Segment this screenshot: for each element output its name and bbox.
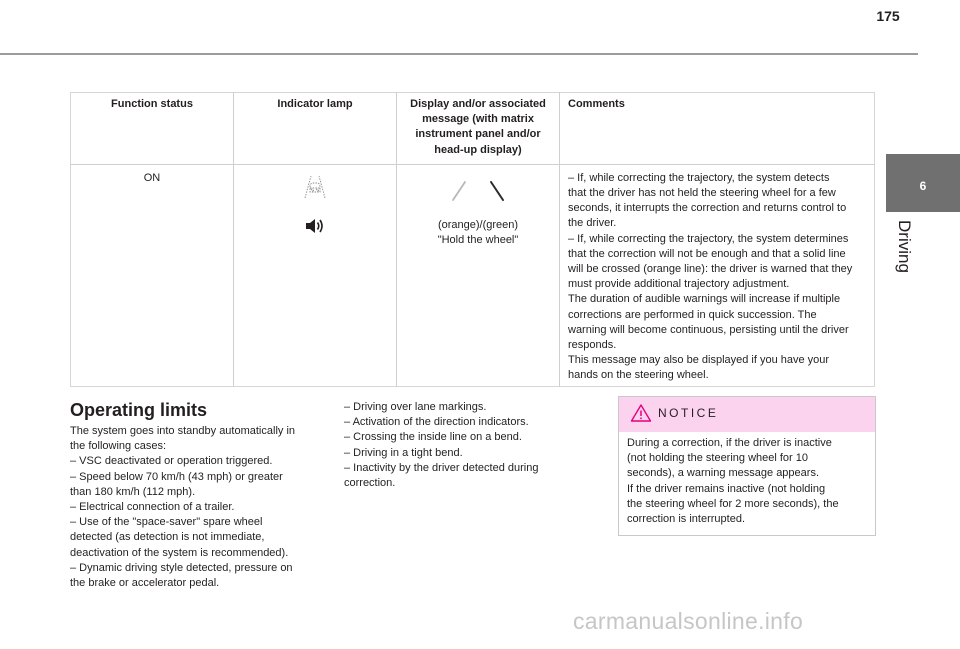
text-line: – Driving over lane markings. (344, 401, 487, 413)
operating-limits-column-1 (70, 424, 320, 591)
function-status-value: ON (143, 171, 161, 184)
header-comments: Comments (560, 93, 875, 165)
header-indicator-lamp: Indicator lamp (234, 93, 397, 165)
header-function-status: Function status (71, 93, 234, 165)
notice-line: (not holding the steering wheel for 10 (627, 452, 809, 465)
notice-header (619, 397, 875, 432)
comments-cell (560, 164, 875, 386)
page-number: 175 (876, 8, 900, 24)
comment-line: seconds, it interrupts the correction and returns control to (568, 202, 847, 215)
operating-limits-column-2 (344, 400, 584, 491)
comment-line: – If, while correcting the trajectory, the system determines (568, 232, 849, 245)
text-line: – VSC deactivated or operation triggered. (70, 455, 273, 468)
text-line: – Activation of the direction indicators. (344, 416, 529, 429)
text-line: – Crossing the inside line on a bend. (344, 431, 522, 444)
text-line: correction. (344, 477, 396, 490)
text-line: – Use of the "space-saver" spare wheel (70, 516, 263, 529)
sound-icon (304, 216, 326, 241)
indicator-lamp-cell (234, 164, 397, 386)
header-display-message (397, 93, 560, 165)
comment-line: corrections are performed in quick succession. The (568, 308, 817, 321)
text-line: – Electrical connection of a trailer. (70, 501, 235, 514)
display-message-cell (397, 164, 560, 386)
comment-line: warning will become continuous, persisting until the driver (568, 323, 849, 336)
comment-line: that the driver has not held the steering wheel for a few (568, 187, 836, 200)
text-line: the following cases: (70, 440, 166, 453)
notice-box (618, 396, 876, 536)
table-row (71, 164, 875, 386)
notice-line: correction is interrupted. (627, 513, 745, 526)
header-display-line: Display and/or associated (410, 98, 546, 110)
comment-line: responds. (568, 339, 617, 352)
text-line: the brake or accelerator pedal. (70, 577, 220, 590)
notice-line: During a correction, if the driver is inactive (627, 437, 832, 449)
text-line: – Inactivity by the driver detected during (344, 461, 539, 474)
comment-line: the driver. (568, 217, 617, 230)
orange-lane-line-icon (450, 179, 468, 208)
comment-line: This message may also be displayed if you have your (568, 354, 830, 367)
green-lane-line-icon (488, 179, 506, 208)
table-header-row (71, 93, 875, 165)
notice-line: seconds), a warning message appears. (627, 467, 819, 480)
text-line: than 180 km/h (112 mph). (70, 485, 196, 498)
warning-triangle-icon (630, 403, 652, 428)
notice-line: If the driver remains inactive (not holding (627, 482, 826, 495)
comment-line: The duration of audible warnings will increase if multiple (568, 293, 841, 306)
chapter-number: 6 (919, 179, 927, 193)
header-display-line: instrument panel and/or (415, 128, 541, 141)
function-status-table (70, 92, 875, 387)
display-message-text: "Hold the wheel" (437, 234, 519, 247)
chapter-tab (886, 154, 960, 212)
display-color-label: (orange)/(green) (437, 219, 519, 232)
comment-line: must provide additional trajectory adjustment. (568, 278, 790, 291)
watermark: carmanualsonline.info (573, 608, 804, 634)
comment-line: – If, while correcting the trajectory, the system detects (568, 171, 830, 184)
lane-trace-assist-icon (300, 173, 330, 204)
text-line: The system goes into standby automatically in (70, 425, 296, 437)
chapter-label: Driving (895, 220, 914, 273)
text-line: – Dynamic driving style detected, pressure on (70, 561, 293, 574)
header-display-line: head-up display) (434, 143, 522, 156)
header-display-line: message (with matrix (422, 113, 534, 126)
notice-line: the steering wheel for 2 more seconds), the (627, 497, 839, 510)
notice-title: NOTICE (658, 406, 719, 420)
comment-line: will be crossed (orange line): the driver is warned that they (568, 263, 853, 276)
comment-line: that the correction will not be enough and that a solid line (568, 247, 846, 260)
notice-body (619, 432, 875, 531)
text-line: – Speed below 70 km/h (43 mph) or greater (70, 470, 283, 483)
section-title: Operating limits (70, 400, 208, 420)
comment-line: hands on the steering wheel. (568, 369, 709, 382)
text-line: – Driving in a tight bend. (344, 446, 463, 459)
text-line: detected (as detection is not immediate, (70, 531, 265, 544)
text-line: deactivation of the system is recommended). (70, 546, 289, 559)
header-rule (0, 53, 918, 55)
